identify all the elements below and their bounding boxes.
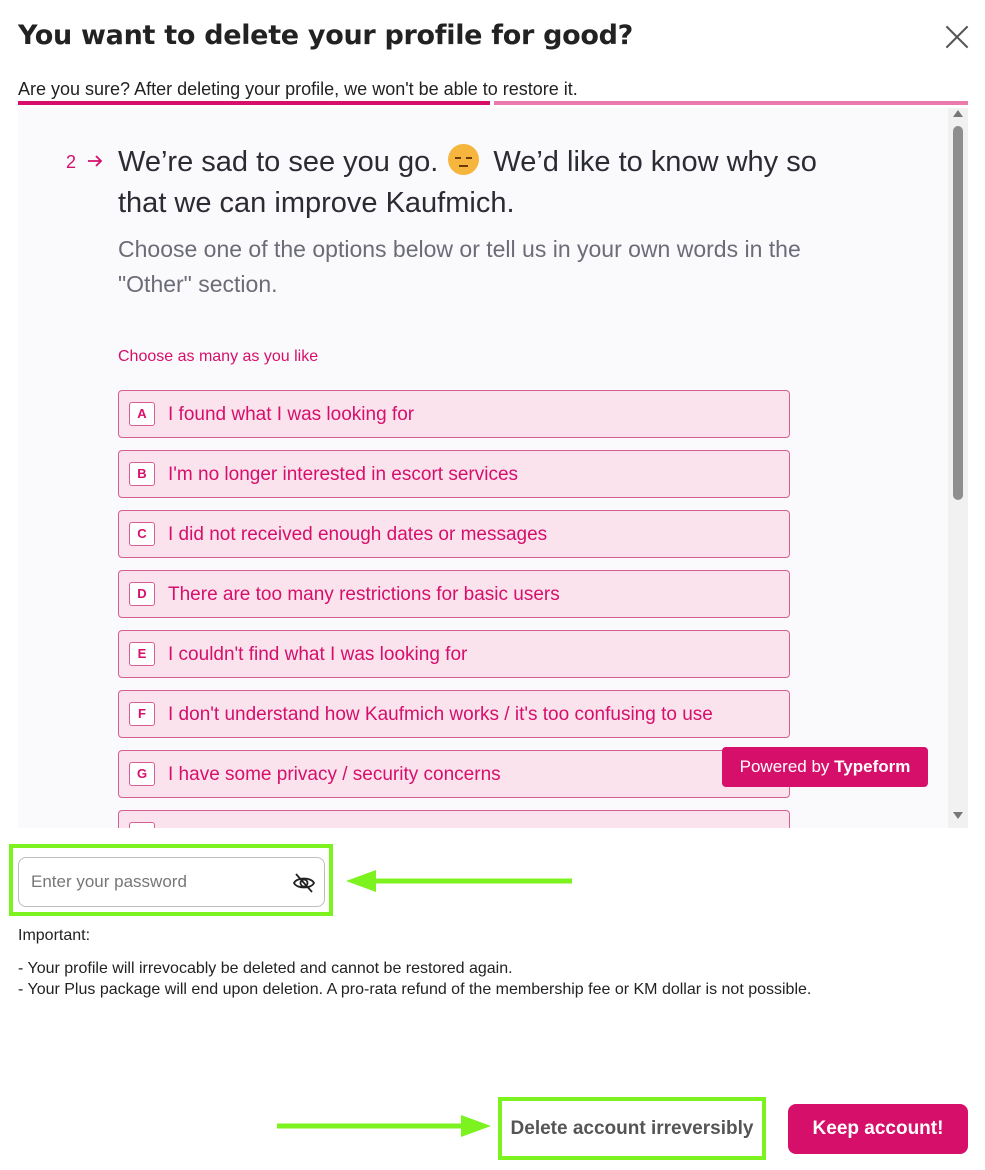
option-key: F — [129, 702, 155, 726]
option-e[interactable] — [118, 630, 790, 678]
option-key: B — [129, 462, 155, 486]
option-key: D — [129, 582, 155, 606]
pensive-face-icon — [448, 144, 479, 175]
option-key — [129, 822, 155, 828]
option-key: A — [129, 402, 155, 426]
option-g[interactable] — [118, 750, 790, 798]
keep-account-button[interactable]: Keep account! — [788, 1104, 968, 1154]
arrow-right-icon — [86, 152, 104, 170]
option-c[interactable] — [118, 510, 790, 558]
note-line-1: - Your profile will irrevocably be deleted and cannot be restored again. — [18, 960, 513, 977]
progress-remaining — [494, 101, 968, 105]
progress-bar — [18, 101, 968, 106]
password-field — [18, 857, 325, 907]
annotation-arrow-right-icon — [275, 1112, 495, 1140]
powered-by-text: Powered by — [739, 757, 830, 776]
option-label: I found what I was looking for — [168, 404, 415, 425]
annotation-arrow-left-icon — [340, 866, 576, 896]
password-input[interactable] — [31, 870, 281, 894]
option-label: I have some privacy / security concerns — [168, 764, 501, 785]
typeform-frame — [18, 108, 968, 828]
option-d[interactable] — [118, 570, 790, 618]
option-label: I couldn't find what I was looking for — [168, 644, 468, 665]
scroll-down-icon[interactable] — [953, 812, 963, 819]
option-key: G — [129, 762, 155, 786]
typeform-brand: Typeform — [834, 757, 911, 776]
question-title — [118, 142, 858, 224]
modal-title: You want to delete your profile for good? — [18, 20, 633, 51]
option-label: I did not received enough dates or messages — [168, 524, 548, 545]
option-f[interactable] — [118, 690, 790, 738]
options-list — [118, 390, 790, 828]
important-notes — [18, 958, 811, 1000]
option-h[interactable] — [118, 810, 790, 828]
option-label: I'm no longer interested in escort services — [168, 464, 519, 485]
note-line-2: - Your Plus package will end upon deletion. A pro-rata refund of the membership fee or KM dollar is not possible. — [18, 981, 812, 998]
scrollbar[interactable] — [948, 108, 968, 828]
choice-hint: Choose as many as you like — [118, 348, 319, 365]
question-title-rest: We’d like to know why so that we can improve Kaufmich. — [118, 146, 817, 219]
important-heading: Important: — [18, 927, 91, 944]
scroll-up-icon[interactable] — [953, 110, 963, 117]
question-title-start: We’re sad to see you go. — [118, 146, 439, 178]
option-key: C — [129, 522, 155, 546]
question-description: Choose one of the options below or tell us in your own words in the "Other" section. — [118, 236, 801, 297]
powered-by-typeform-button[interactable] — [722, 747, 928, 787]
option-label: There are too many restrictions for basic users — [168, 584, 560, 605]
progress-filled — [18, 101, 490, 105]
eye-off-icon[interactable] — [292, 871, 316, 895]
question-number: 2 — [66, 152, 77, 172]
option-label: I don't understand how Kaufmich works / it's too confusing to use — [168, 704, 713, 725]
scrollbar-thumb[interactable] — [953, 126, 963, 500]
close-icon[interactable] — [944, 24, 970, 50]
delete-account-button[interactable]: Delete account irreversibly — [506, 1105, 758, 1152]
modal-subtitle: Are you sure? After deleting your profile, we won't be able to restore it. — [18, 79, 578, 99]
option-key: E — [129, 642, 155, 666]
option-a[interactable] — [118, 390, 790, 438]
option-b[interactable] — [118, 450, 790, 498]
